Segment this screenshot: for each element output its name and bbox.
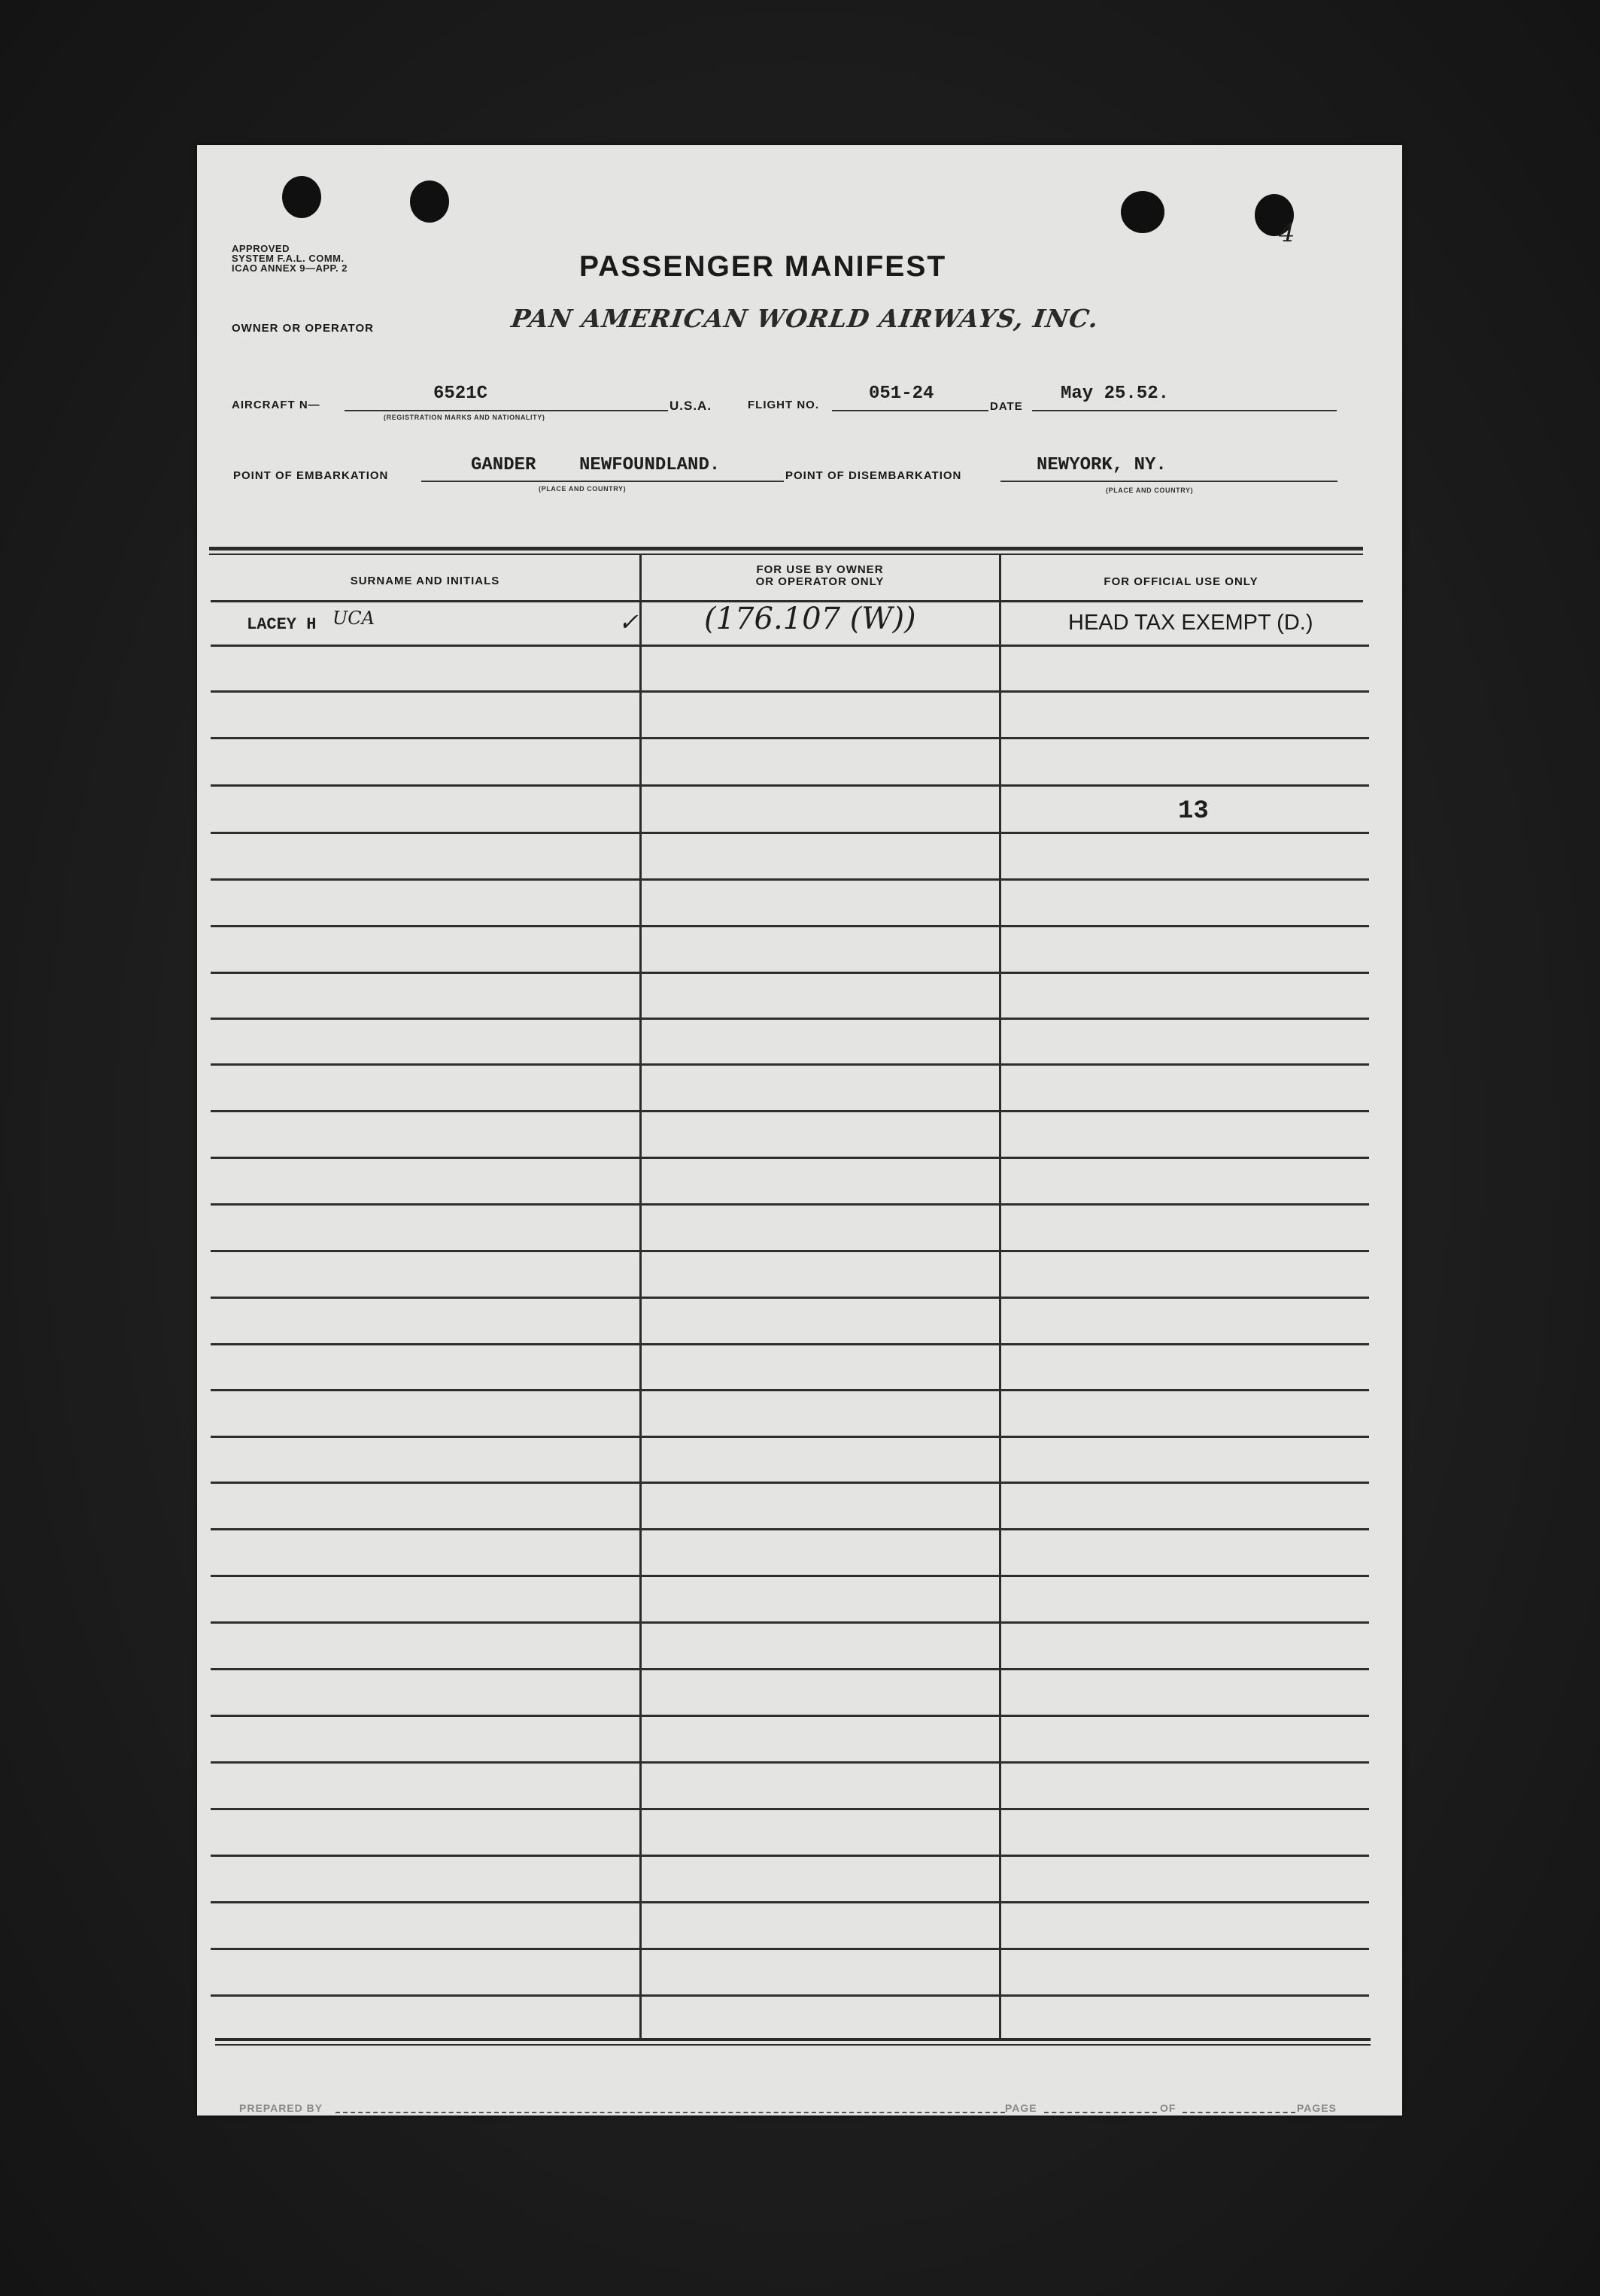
embarkation-value: GANDER NEWFOUNDLAND. — [471, 455, 721, 475]
row-line — [211, 1110, 1369, 1112]
pages-label: PAGES — [1297, 2102, 1337, 2114]
punch-hole-3 — [1121, 191, 1164, 233]
row-line — [211, 925, 1369, 927]
flight-value: 051-24 — [869, 384, 934, 404]
check-mark: ✓ — [618, 608, 639, 636]
stamp-number: 13 — [1178, 797, 1209, 826]
column-header-official: FOR OFFICIAL USE ONLY — [1104, 575, 1258, 588]
owner-use-entry: (176.107 (W)) — [704, 602, 916, 636]
row-line — [211, 878, 1369, 881]
embarkation-underline — [421, 481, 784, 482]
page-line — [1044, 2112, 1157, 2113]
disembarkation-label: POINT OF DISEMBARKATION — [785, 469, 962, 482]
row-line — [211, 1389, 1369, 1391]
approval-note: APPROVED SYSTEM F.A.L. COMM. ICAO ANNEX 9—APP. 2 — [232, 243, 348, 274]
manifest-page — [197, 145, 1402, 2116]
row-line — [211, 1250, 1369, 1252]
embarkation-label: POINT OF EMBARKATION — [233, 469, 389, 482]
row-line — [211, 1808, 1369, 1810]
usa-label: U.S.A. — [669, 399, 712, 413]
operator-name: PAN AMERICAN WORLD AIRWAYS, INC. — [509, 304, 1101, 333]
aircraft-label: AIRCRAFT N— — [232, 399, 320, 411]
row-line — [211, 1063, 1369, 1066]
row-line — [211, 1157, 1369, 1159]
row-line — [211, 972, 1369, 974]
table-bottom-rule-2 — [215, 2044, 1371, 2046]
row-line — [211, 1343, 1369, 1345]
row-line — [211, 1575, 1369, 1577]
row-line — [211, 784, 1369, 787]
of-line — [1183, 2112, 1295, 2113]
row-line — [211, 690, 1369, 693]
column-header-surname: SURNAME AND INITIALS — [350, 575, 500, 587]
row-line — [211, 737, 1369, 739]
row-line — [211, 832, 1369, 834]
row-line — [211, 1482, 1369, 1484]
flight-label: FLIGHT NO. — [748, 399, 819, 411]
disembarkation-underline — [1000, 481, 1337, 482]
passenger-name-handwritten: UCA — [332, 608, 375, 629]
row-line — [211, 1668, 1369, 1670]
registration-note: (REGISTRATION MARKS AND NATIONALITY) — [384, 414, 545, 421]
row-line — [211, 1994, 1369, 1997]
date-underline — [1032, 410, 1337, 411]
passenger-name: LACEY H — [247, 615, 317, 634]
embarkation-note: (PLACE AND COUNTRY) — [539, 485, 627, 493]
disembarkation-value: NEWYORK, NY. — [1037, 455, 1167, 475]
punch-hole-2 — [410, 180, 449, 223]
row-line — [211, 1855, 1369, 1857]
row-line — [211, 1436, 1369, 1438]
date-value: May 25.52. — [1061, 384, 1170, 404]
row-line — [211, 1761, 1369, 1764]
row-line — [211, 645, 1369, 647]
column-header-owner: FOR USE BY OWNER OR OPERATOR ONLY — [755, 563, 885, 588]
table-top-rule-2 — [209, 554, 1363, 555]
date-label: DATE — [990, 400, 1023, 413]
owner-label: OWNER OR OPERATOR — [232, 322, 374, 335]
disembarkation-note: (PLACE AND COUNTRY) — [1106, 487, 1194, 494]
table-top-rule — [209, 547, 1363, 550]
row-line — [211, 1948, 1369, 1950]
row-line — [211, 1715, 1369, 1717]
flight-underline — [832, 410, 988, 411]
row-line — [211, 1901, 1369, 1903]
official-use-entry: HEAD TAX EXEMPT (D.) — [1068, 611, 1313, 635]
prepared-by-line — [335, 2112, 1005, 2113]
row-line — [211, 1203, 1369, 1206]
row-line — [211, 1528, 1369, 1530]
handwritten-page-number: 4 — [1279, 218, 1295, 248]
row-line — [211, 1018, 1369, 1020]
punch-hole-1 — [282, 176, 321, 218]
row-line — [211, 1621, 1369, 1624]
page-label: PAGE — [1005, 2102, 1037, 2114]
table-bottom-rule — [215, 2038, 1371, 2041]
row-line — [211, 1297, 1369, 1299]
of-label: OF — [1160, 2102, 1176, 2114]
page-title: PASSENGER MANIFEST — [579, 250, 947, 283]
aircraft-underline — [345, 410, 668, 411]
prepared-by-label: PREPARED BY — [239, 2102, 323, 2114]
aircraft-value: 6521C — [433, 384, 488, 404]
